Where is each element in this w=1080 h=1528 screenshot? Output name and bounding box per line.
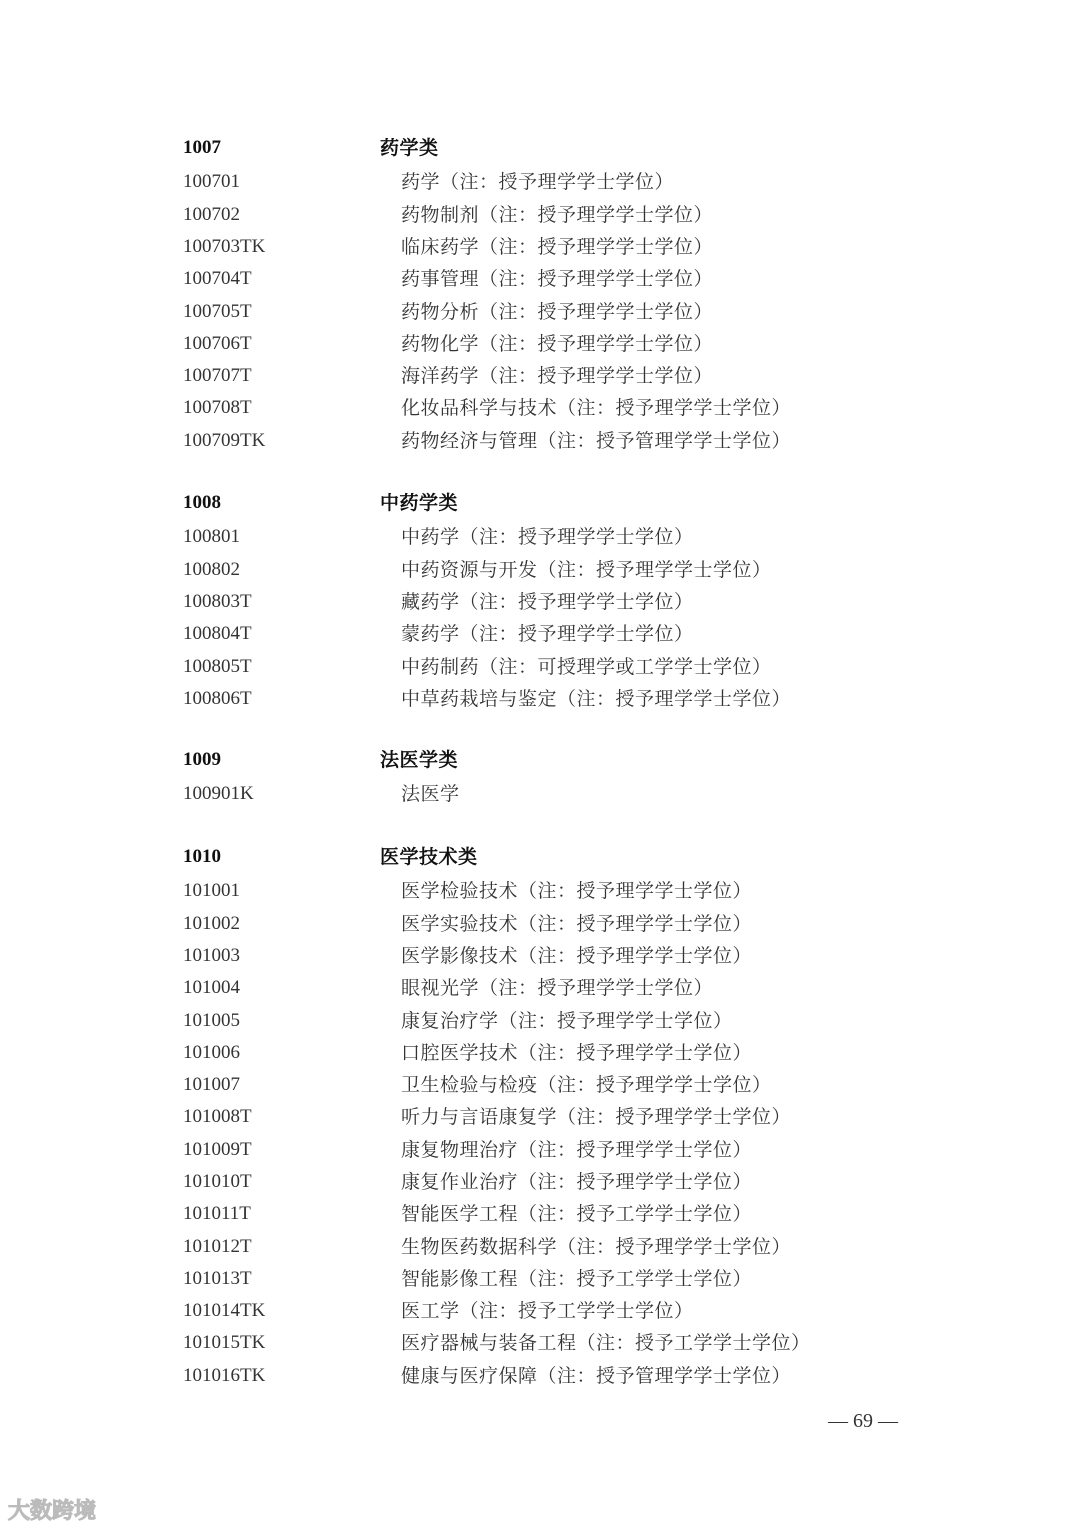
major-row-name: 口腔医学技术（注：授予理学学士学位） — [401, 1042, 753, 1064]
major-row-code: 100707T — [183, 365, 252, 386]
category-heading-code: 1009 — [183, 749, 221, 770]
major-row-code: 100701 — [183, 171, 240, 192]
major-row-name: 药物化学（注：授予理学学士学位） — [401, 333, 714, 355]
major-row-code: 101016TK — [183, 1365, 266, 1386]
major-row-name: 智能医学工程（注：授予工学学士学位） — [401, 1203, 753, 1225]
major-row-code: 101006 — [183, 1042, 240, 1063]
major-row-name: 临床药学（注：授予理学学士学位） — [401, 236, 714, 258]
major-row-name: 医学实验技术（注：授予理学学士学位） — [401, 913, 753, 935]
major-row-code: 100805T — [183, 656, 252, 677]
major-row-code: 100802 — [183, 559, 240, 580]
category-heading-name: 医学技术类 — [380, 846, 478, 868]
major-row-name: 医疗器械与装备工程（注：授予工学学士学位） — [401, 1332, 811, 1354]
category-heading-name: 中药学类 — [380, 492, 459, 514]
major-row-name: 智能影像工程（注：授予工学学士学位） — [401, 1268, 753, 1290]
category-heading-name: 法医学类 — [380, 749, 459, 771]
major-row-name: 康复物理治疗（注：授予理学学士学位） — [401, 1139, 753, 1161]
major-row-name: 中药资源与开发（注：授予理学学士学位） — [401, 559, 772, 581]
major-row-code: 101005 — [183, 1010, 240, 1031]
major-row-name: 药物分析（注：授予理学学士学位） — [401, 301, 714, 323]
major-row-code: 100804T — [183, 623, 252, 644]
major-row-name: 中药学（注：授予理学学士学位） — [401, 526, 694, 548]
major-row-name: 医学影像技术（注：授予理学学士学位） — [401, 945, 753, 967]
page-number: — 69 — — [828, 1410, 898, 1432]
major-row-code: 101007 — [183, 1074, 240, 1095]
major-row-code: 100706T — [183, 333, 252, 354]
major-row-name: 海洋药学（注：授予理学学士学位） — [401, 365, 714, 387]
major-row-code: 101004 — [183, 977, 240, 998]
category-heading-code: 1008 — [183, 492, 221, 513]
major-row-name: 生物医药数据科学（注：授予理学学士学位） — [401, 1236, 792, 1258]
major-row-code: 101003 — [183, 945, 240, 966]
major-row-name: 康复作业治疗（注：授予理学学士学位） — [401, 1171, 753, 1193]
major-row-name: 法医学 — [401, 783, 460, 805]
category-heading-name: 药学类 — [380, 137, 439, 159]
major-row-code: 100803T — [183, 591, 252, 612]
major-row-code: 101001 — [183, 880, 240, 901]
major-row-code: 101014TK — [183, 1300, 266, 1321]
major-row-code: 101002 — [183, 913, 240, 934]
major-row-name: 健康与医疗保障（注：授予管理学学士学位） — [401, 1365, 792, 1387]
major-row-name: 药物制剂（注：授予理学学士学位） — [401, 204, 714, 226]
watermark-logo: 大数跨境 — [8, 1499, 97, 1524]
category-heading-code: 1007 — [183, 137, 221, 158]
major-row-name: 眼视光学（注：授予理学学士学位） — [401, 977, 714, 999]
category-heading-code: 1010 — [183, 846, 221, 867]
major-row-code: 101012T — [183, 1236, 252, 1257]
major-row-code: 100806T — [183, 688, 252, 709]
major-row-code: 101015TK — [183, 1332, 266, 1353]
major-row-name: 药事管理（注：授予理学学士学位） — [401, 268, 714, 290]
major-row-code: 100709TK — [183, 430, 266, 451]
major-row-name: 医工学（注：授予工学学士学位） — [401, 1300, 694, 1322]
major-row-code: 100703TK — [183, 236, 266, 257]
major-row-code: 100708T — [183, 397, 252, 418]
major-row-code: 101011T — [183, 1203, 251, 1224]
major-row-name: 藏药学（注：授予理学学士学位） — [401, 591, 694, 613]
major-row-code: 100801 — [183, 526, 240, 547]
major-row-code: 100702 — [183, 204, 240, 225]
major-row-name: 卫生检验与检疫（注：授予理学学士学位） — [401, 1074, 772, 1096]
major-row-name: 化妆品科学与技术（注：授予理学学士学位） — [401, 397, 792, 419]
major-row-code: 101009T — [183, 1139, 252, 1160]
major-row-name: 中药制药（注：可授理学或工学学士学位） — [401, 656, 772, 678]
major-row-name: 药物经济与管理（注：授予管理学学士学位） — [401, 430, 792, 452]
major-row-code: 101010T — [183, 1171, 252, 1192]
major-row-code: 101008T — [183, 1106, 252, 1127]
major-row-name: 蒙药学（注：授予理学学士学位） — [401, 623, 694, 645]
major-row-code: 100705T — [183, 301, 252, 322]
major-row-name: 中草药栽培与鉴定（注：授予理学学士学位） — [401, 688, 792, 710]
major-row-name: 听力与言语康复学（注：授予理学学士学位） — [401, 1106, 792, 1128]
major-row-name: 药学（注：授予理学学士学位） — [401, 171, 675, 193]
major-row-name: 康复治疗学（注：授予理学学士学位） — [401, 1010, 733, 1032]
major-row-code: 100901K — [183, 783, 254, 804]
major-row-code: 100704T — [183, 268, 252, 289]
major-row-name: 医学检验技术（注：授予理学学士学位） — [401, 880, 753, 902]
major-row-code: 101013T — [183, 1268, 252, 1289]
